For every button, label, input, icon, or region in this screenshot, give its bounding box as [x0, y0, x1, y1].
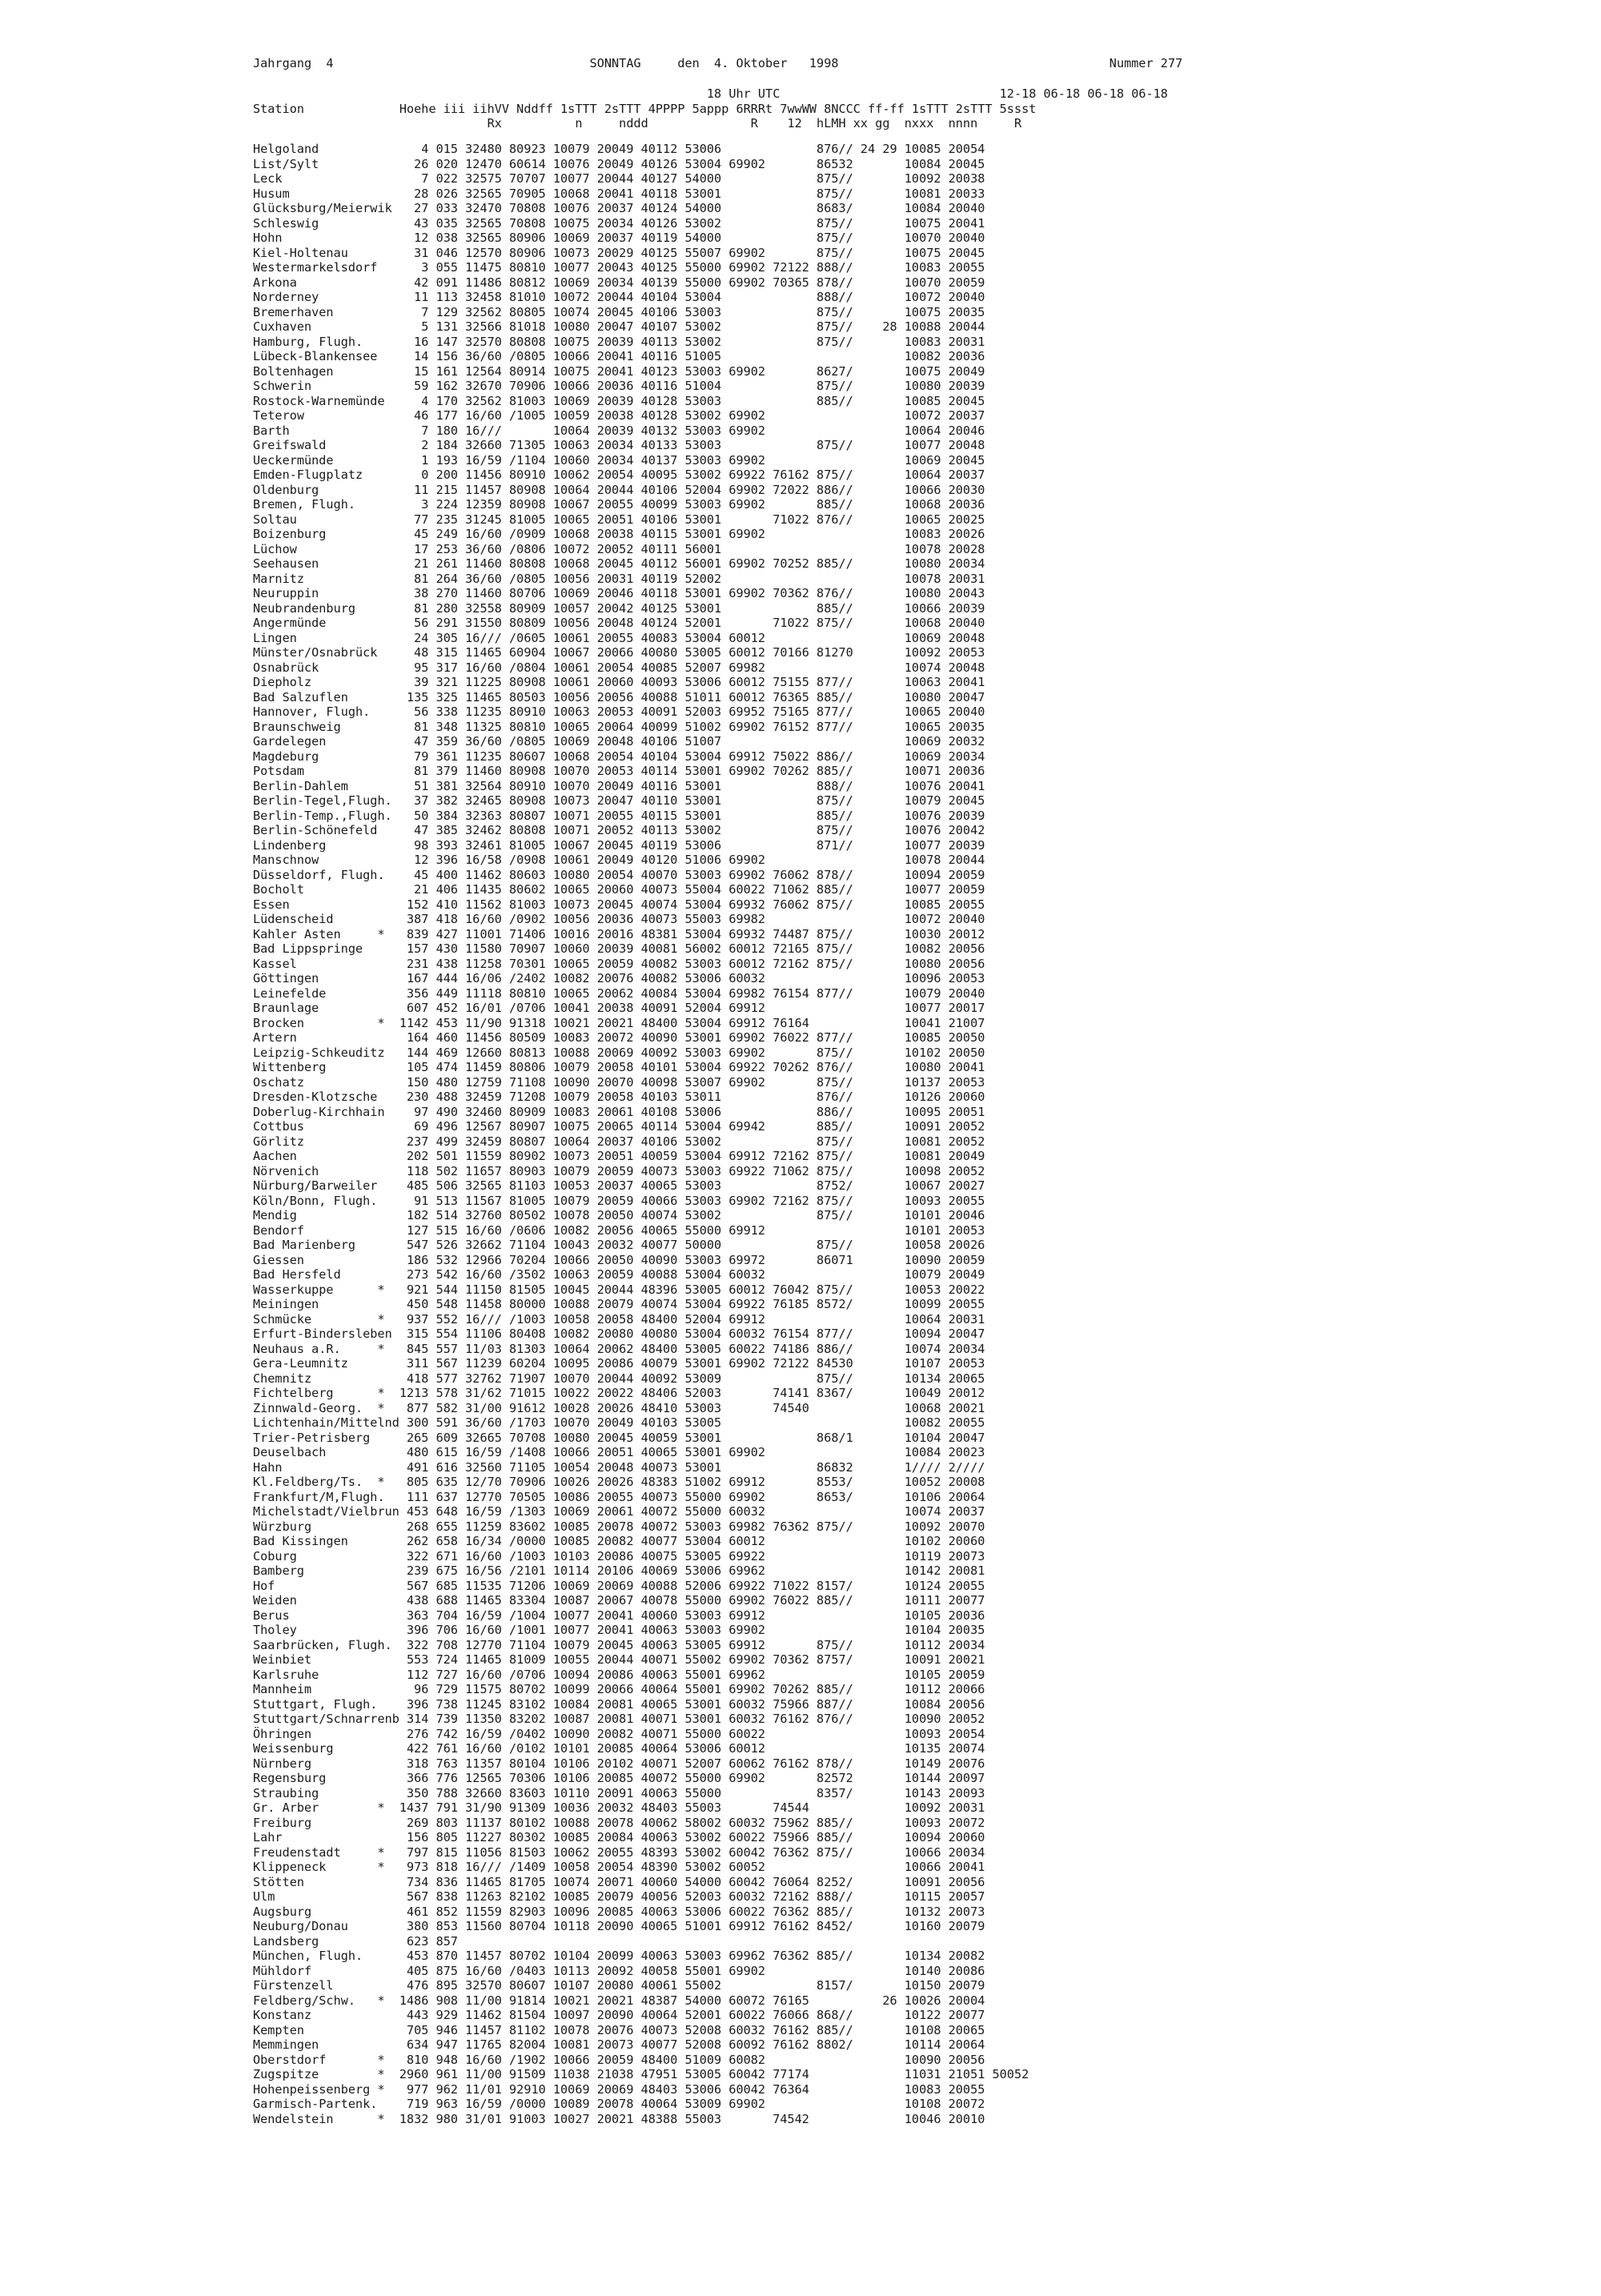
column-header-line: 18 Uhr UTC 12-18 06-18 06-18 06-18: [253, 86, 1168, 101]
station-row: Artern 164 460 11456 80509 10083 20072 40090 53001 69902 76022 877// 10085 20050: [253, 1030, 985, 1045]
station-row: Bad Hersfeld 273 542 16/60 /3502 10063 20059 40088 53004 60032 10079 20049: [253, 1267, 985, 1282]
station-row: Lindenberg 98 393 32461 81005 10067 20045 40119 53006 871// 10077 20039: [253, 837, 985, 853]
station-row: Berlin-Schönefeld 47 385 32462 80808 10071 20052 40113 53002 875// 10076 20042: [253, 823, 985, 837]
column-header-line: Station Hoehe iii iihVV Nddff 1sTTT 2sTTT 4PPPP 5appp 6RRRt 7wwWW 8NCCC ff-ff 1sTTT 2sTTT 5ssst: [253, 101, 1037, 116]
station-row: Augsburg 461 852 11559 82903 10096 20085 40063 53006 60022 76362 885// 10132 20073: [253, 1904, 985, 1919]
station-row: Fürstenzell 476 895 32570 80607 10107 20080 40061 55002 8157/ 10150 20079: [253, 1978, 985, 1993]
station-row: Bad Marienberg 547 526 32662 71104 10043 20032 40077 50000 875// 10058 20026: [253, 1238, 985, 1252]
station-row: Brocken * 1142 453 11/90 91318 10021 20021 48400 53004 69912 76164 10041 21007: [253, 1015, 985, 1030]
station-row: Münster/Osnabrück 48 315 11465 60904 10067 20066 40080 53005 60012 70166 81270 10092 20053: [253, 645, 985, 660]
station-row: Kl.Feldberg/Ts. * 805 635 12/70 70906 10026 20026 48383 51002 69912 8553/ 10052 20008: [253, 1475, 985, 1489]
station-row: Wasserkuppe * 921 544 11150 81505 10045 20044 48396 53005 60012 76042 875// 10053 20022: [253, 1282, 985, 1297]
station-row: Hannover, Flugh. 56 338 11235 80910 10063 20053 40091 52003 69952 75165 877// 10065 20040: [253, 704, 985, 719]
station-row: Mühldorf 405 875 16/60 /0403 10113 20092 40058 55001 69902 10140 20086: [253, 1963, 985, 1978]
station-row: Coburg 322 671 16/60 /1003 10103 20086 40075 53005 69922 10119 20073: [253, 1548, 985, 1563]
report-title-line: Jahrgang 4 SONNTAG den 4. Oktober 1998 Nummer 277: [253, 56, 1183, 70]
station-row: Klippeneck * 973 818 16/// /1409 10058 20054 48390 53002 60052 10066 20041: [253, 1860, 985, 1874]
station-row: Lüchow 17 253 36/60 /0806 10072 20052 40111 56001 10078 20028: [253, 541, 985, 556]
station-row: Bad Lippspringe 157 430 11580 70907 10060 20039 40081 56002 60012 72165 875// 10082 20056: [253, 941, 985, 956]
station-row: Schleswig 43 035 32565 70808 10075 20034 40126 53002 875// 10075 20041: [253, 215, 985, 231]
station-row: Köln/Bonn, Flugh. 91 513 11567 81005 10079 20059 40066 53003 69902 72162 875// 10093 20055: [253, 1193, 985, 1208]
station-row: Regensburg 366 776 12565 70306 10106 20085 40072 55000 69902 82572 10144 20097: [253, 1771, 985, 1785]
station-row: Freiburg 269 803 11137 80102 10088 20078 40062 58002 60032 75962 885// 10093 20072: [253, 1815, 985, 1830]
station-row: Bad Salzuflen 135 325 11465 80503 10056 20056 40088 51011 60012 76365 885// 10080 20047: [253, 689, 985, 704]
station-row: Neuruppin 38 270 11460 80706 10069 20046 40118 53001 69902 70362 876// 10080 20043: [253, 586, 985, 600]
station-row: Oschatz 150 480 12759 71108 10090 20070 40098 53007 69902 875// 10137 20053: [253, 1074, 985, 1090]
station-row: Cottbus 69 496 12567 80907 10075 20065 40114 53004 69942 885// 10091 20052: [253, 1119, 985, 1134]
station-row: Ulm 567 838 11263 82102 10085 20079 40056 52003 60032 72162 888// 10115 20057: [253, 1889, 985, 1904]
station-row: Leipzig-Schkeuditz 144 469 12660 80813 10088 20069 40092 53003 69902 875// 10102 20050: [253, 1045, 985, 1060]
station-row: Seehausen 21 261 11460 80808 10068 20045 40112 56001 69902 70252 885// 10080 20034: [253, 556, 985, 571]
station-row: Potsdam 81 379 11460 80908 10070 20053 40114 53001 69902 70262 885// 10071 20036: [253, 764, 985, 778]
station-row: Trier-Petrisberg 265 609 32665 70708 10080 20045 40059 53001 868/1 10104 20047: [253, 1430, 985, 1445]
station-row: List/Sylt 26 020 12470 60614 10076 20049 40126 53004 69902 86532 10084 20045: [253, 156, 985, 171]
station-row: Neubrandenburg 81 280 32558 80909 10057 20042 40125 53001 885// 10066 20039: [253, 600, 985, 616]
station-row: Berus 363 704 16/59 /1004 10077 20041 40060 53003 69912 10105 20036: [253, 1608, 985, 1623]
column-header-block: [253, 86, 1168, 131]
station-row: Cuxhaven 5 131 32566 81018 10080 20047 40107 53002 875// 28 10088 20044: [253, 319, 985, 334]
station-row: Deuselbach 480 615 16/59 /1408 10066 20051 40065 53001 69902 10084 20023: [253, 1445, 985, 1459]
station-row: Michelstadt/Vielbrun 453 648 16/59 /1303 10069 20061 40072 55000 60032 10074 20037: [253, 1504, 985, 1519]
station-row: Wendelstein * 1832 980 31/01 91003 10027 20021 48388 55003 74542 10046 20010: [253, 2111, 985, 2126]
station-row: Doberlug-Kirchhain 97 490 32460 80909 10083 20061 40108 53006 886// 10095 20051: [253, 1104, 985, 1119]
station-row: Dresden-Klotzsche 230 488 32459 71208 10079 20058 40103 53011 876// 10126 20060: [253, 1090, 985, 1104]
station-row: Braunschweig 81 348 11325 80810 10065 20064 40099 51002 69902 76152 877// 10065 20035: [253, 719, 985, 734]
station-row: Rostock-Warnemünde 4 170 32562 81003 10069 20039 40128 53003 885// 10085 20045: [253, 393, 985, 408]
station-row: Garmisch-Partenk. 719 963 16/59 /0000 10089 20078 40064 53009 69902 10108 20072: [253, 2097, 985, 2111]
station-row: Emden-Flugplatz 0 200 11456 80910 10062 20054 40095 53002 69922 76162 875// 10064 20037: [253, 468, 985, 482]
station-row: Düsseldorf, Flugh. 45 400 11462 80603 10080 20054 40070 53003 69902 76062 878// 10094 20059: [253, 867, 985, 882]
station-row: Straubing 350 788 32660 83603 10110 20091 40063 55000 8357/ 10143 20093: [253, 1785, 985, 1800]
station-row: Kassel 231 438 11258 70301 10065 20059 40082 53003 60012 72162 875// 10080 20056: [253, 956, 985, 971]
station-row: Göttingen 167 444 16/06 /2402 10082 20076 40082 53006 60032 10096 20053: [253, 971, 985, 985]
station-row: Würzburg 268 655 11259 83602 10085 20078 40072 53003 69982 76362 875// 10092 20070: [253, 1519, 985, 1534]
station-row: Boizenburg 45 249 16/60 /0909 10068 20038 40115 53001 69902 10083 20026: [253, 527, 985, 541]
station-row: Barth 7 180 16/// 10064 20039 40132 53003 69902 10064 20046: [253, 423, 985, 438]
station-row: Oberstdorf * 810 948 16/60 /1902 10066 20059 48400 51009 60082 10090 20056: [253, 2052, 985, 2067]
station-row: Diepholz 39 321 11225 80908 10061 20060 40093 53006 60012 75155 877// 10063 20041: [253, 675, 985, 689]
station-row: Zinnwald-Georg. * 877 582 31/00 91612 10028 20026 48410 53003 74540 10068 20021: [253, 1400, 985, 1415]
station-row: Lingen 24 305 16/// /0605 10061 20055 40083 53004 60012 10069 20048: [253, 630, 985, 645]
station-row: Fichtelberg * 1213 578 31/62 71015 10022 20022 48406 52003 74141 8367/ 10049 20012: [253, 1386, 985, 1400]
station-row: Helgoland 4 015 32480 80923 10079 20049 40112 53006 876// 24 29 10085 20054: [253, 142, 985, 156]
station-row: Essen 152 410 11562 81003 10073 20045 40074 53004 69932 76062 875// 10085 20055: [253, 897, 985, 912]
station-row: Berlin-Tegel,Flugh. 37 382 32465 80908 10073 20047 40110 53001 875// 10079 20045: [253, 793, 985, 808]
station-row: Giessen 186 532 12966 70204 10066 20050 40090 53003 69972 86071 10090 20059: [253, 1252, 985, 1267]
station-row: Westermarkelsdorf 3 055 11475 80810 10077 20043 40125 55000 69902 72122 888// 10083 20055: [253, 260, 985, 275]
station-row: Leck 7 022 32575 70707 10077 20044 40127 54000 875// 10092 20038: [253, 171, 985, 186]
station-row: Greifswald 2 184 32660 71305 10063 20034 40133 53003 875// 10077 20048: [253, 438, 985, 452]
station-row: Angermünde 56 291 31550 80809 10056 20048 40124 52001 71022 875// 10068 20040: [253, 616, 985, 630]
station-row: Saarbrücken, Flugh. 322 708 12770 71104 10079 20045 40063 53005 69912 875// 10112 20034: [253, 1637, 985, 1652]
station-row: Nörvenich 118 502 11657 80903 10079 20059 40073 53003 69922 71062 875// 10098 20052: [253, 1163, 985, 1178]
station-row: Hahn 491 616 32560 71105 10054 20048 40073 53001 86832 1//// 2////: [253, 1459, 985, 1475]
station-row: Berlin-Temp.,Flugh. 50 384 32363 80807 10071 20055 40115 53001 885// 10076 20039: [253, 808, 985, 823]
station-row: Weinbiet 553 724 11465 81009 10055 20044 40071 55002 69902 70362 8757/ 10091 20021: [253, 1652, 985, 1667]
station-row: Osnabrück 95 317 16/60 /0804 10061 20054 40085 52007 69982 10074 20048: [253, 660, 985, 675]
station-row: Hof 567 685 11535 71206 10069 20069 40088 52006 69922 71022 8157/ 10124 20055: [253, 1578, 985, 1593]
station-row: Freudenstadt * 797 815 11056 81503 10062 20055 48393 53002 60042 76362 875// 10066 20034: [253, 1844, 985, 1860]
station-row: Mendig 182 514 32760 80502 10078 20050 40074 53002 875// 10101 20046: [253, 1208, 985, 1222]
station-row: Boltenhagen 15 161 12564 80914 10075 20041 40123 53003 69902 8627/ 10075 20049: [253, 363, 985, 379]
station-row: Teterow 46 177 16/60 /1005 10059 20038 40128 53002 69902 10072 20037: [253, 408, 985, 423]
station-row: Kiel-Holtenau 31 046 12570 80906 10073 20029 40125 55007 69902 875// 10075 20045: [253, 245, 985, 260]
station-row: Glücksburg/Meierwik 27 033 32470 70808 10076 20037 40124 54000 8683/ 10084 20040: [253, 201, 985, 215]
station-row: Neuburg/Donau 380 853 11560 80704 10118 20090 40065 51001 69912 76162 8452/ 10160 20079: [253, 1919, 985, 1933]
station-row: Gera-Leumnitz 311 567 11239 60204 10095 20086 40079 53001 69902 72122 84530 10107 20053: [253, 1356, 985, 1371]
station-row: Marnitz 81 264 36/60 /0805 10056 20031 40119 52002 10078 20031: [253, 571, 985, 586]
station-row: Zugspitze * 2960 961 11/00 91509 11038 21038 47951 53005 60042 77174 11031 21051 50052: [253, 2067, 1029, 2081]
station-table: [253, 142, 1029, 2126]
station-row: Oldenburg 11 215 11457 80908 10064 20044 40106 52004 69902 72022 886// 10066 20030: [253, 482, 985, 497]
station-row: Lüdenscheid 387 418 16/60 /0902 10056 20036 40073 55003 69982 10072 20040: [253, 912, 985, 926]
station-row: Öhringen 276 742 16/59 /0402 10090 20082 40071 55000 60022 10093 20054: [253, 1726, 985, 1741]
station-row: Magdeburg 79 361 11235 80607 10068 20054 40104 53004 69912 75022 886// 10069 20034: [253, 749, 985, 764]
column-header-line: Rx n nddd R 12 hLMH xx gg nxxx nnnn R: [253, 116, 1022, 130]
station-row: Meiningen 450 548 11458 80000 10088 20079 40074 53004 69922 76185 8572/ 10099 20055: [253, 1297, 985, 1311]
station-row: Erfurt-Bindersleben 315 554 11106 80408 10082 20080 40080 53004 60032 76154 877// 10094 20047: [253, 1327, 985, 1341]
station-row: Lübeck-Blankensee 14 156 36/60 /0805 10066 20041 40116 51005 10082 20036: [253, 349, 985, 363]
station-row: Gardelegen 47 359 36/60 /0805 10069 20048 40106 51007 10069 20032: [253, 734, 985, 749]
station-row: Mannheim 96 729 11575 80702 10099 20066 40064 55001 69902 70262 885// 10112 20066: [253, 1682, 985, 1696]
station-row: Lahr 156 805 11227 80302 10085 20084 40063 53002 60022 75966 885// 10094 20060: [253, 1830, 985, 1844]
station-row: Leinefelde 356 449 11118 80810 10065 20062 40084 53004 69982 76154 877// 10079 20040: [253, 985, 985, 1001]
station-row: Weiden 438 688 11465 83304 10087 20067 40078 55000 69902 76022 885// 10111 20077: [253, 1593, 985, 1608]
station-row: Landsberg 623 857: [253, 1933, 459, 1949]
station-row: Neuhaus a.R. * 845 557 11/03 81303 10064 20062 48400 53005 60022 74186 886// 10074 20034: [253, 1341, 985, 1356]
station-row: Nürburg/Barweiler 485 506 32565 81103 10053 20037 40065 53003 8752/ 10067 20027: [253, 1178, 985, 1193]
station-row: Feldberg/Schw. * 1486 908 11/00 91814 10021 20021 48387 54000 60072 76165 26 10026 20004: [253, 1993, 985, 2008]
station-row: Konstanz 443 929 11462 81504 10097 20090 40064 52001 60022 76066 868// 10122 20077: [253, 2008, 985, 2022]
station-row: Berlin-Dahlem 51 381 32564 80910 10070 20049 40116 53001 888// 10076 20041: [253, 778, 985, 793]
station-row: Bocholt 21 406 11435 80602 10065 20060 40073 55004 60022 71062 885// 10077 20059: [253, 882, 985, 897]
station-row: Manschnow 12 396 16/58 /0908 10061 20049 40120 51006 69902 10078 20044: [253, 853, 985, 867]
station-row: Bremerhaven 7 129 32562 80805 10074 20045 40106 53003 875// 10075 20035: [253, 304, 985, 319]
station-row: Schwerin 59 162 32670 70906 10066 20036 40116 51004 875// 10080 20039: [253, 379, 985, 393]
station-row: Görlitz 237 499 32459 80807 10064 20037 40106 53002 875// 10081 20052: [253, 1134, 985, 1149]
station-row: Kempten 705 946 11457 81102 10078 20076 40073 52008 60032 76162 885// 10108 20065: [253, 2022, 985, 2037]
station-row: Arkona 42 091 11486 80812 10069 20034 40139 55000 69902 70365 878// 10070 20059: [253, 275, 985, 290]
station-row: Norderney 11 113 32458 81010 10072 20044 40104 53004 888// 10072 20040: [253, 290, 985, 304]
station-row: Ueckermünde 1 193 16/59 /1104 10060 20034 40137 53003 69902 10069 20045: [253, 452, 985, 468]
station-row: Husum 28 026 32565 70905 10068 20041 40118 53001 875// 10081 20033: [253, 186, 985, 201]
station-row: Lichtenhain/Mittelnd 300 591 36/60 /1703 10070 20049 40103 53005 10082 20055: [253, 1415, 985, 1430]
station-row: München, Flugh. 453 870 11457 80702 10104 20099 40063 53003 69962 76362 885// 10134 20082: [253, 1949, 985, 1963]
station-row: Karlsruhe 112 727 16/60 /0706 10094 20086 40063 55001 69962 10105 20059: [253, 1667, 985, 1682]
station-row: Bamberg 239 675 16/56 /2101 10114 20106 40069 53006 69962 10142 20081: [253, 1563, 985, 1578]
station-row: Hohn 12 038 32565 80906 10069 20037 40119 54000 875// 10070 20040: [253, 231, 985, 245]
station-row: Stuttgart/Schnarrenb 314 739 11350 83202 10087 20081 40071 53001 60032 76162 876// 10090 20052: [253, 1712, 985, 1726]
station-row: Wittenberg 105 474 11459 80806 10079 20058 40101 53004 69922 70262 876// 10080 20041: [253, 1060, 985, 1074]
station-row: Tholey 396 706 16/60 /1001 10077 20041 40063 53003 69902 10104 20035: [253, 1623, 985, 1637]
station-row: Schmücke * 937 552 16/// /1003 10058 20058 48400 52004 69912 10064 20031: [253, 1311, 985, 1327]
station-row: Braunlage 607 452 16/01 /0706 10041 20038 40091 52004 69912 10077 20017: [253, 1001, 985, 1015]
station-row: Aachen 202 501 11559 80902 10073 20051 40059 53004 69912 72162 875// 10081 20049: [253, 1149, 985, 1163]
station-row: Nürnberg 318 763 11357 80104 10106 20102 40071 52007 60062 76162 878// 10149 20076: [253, 1756, 985, 1771]
station-row: Memmingen 634 947 11765 82004 10081 20073 40077 52008 60092 76162 8802/ 10114 20064: [253, 2037, 985, 2052]
station-row: Hohenpeissenberg * 977 962 11/01 92910 10069 20069 48403 53006 60042 76364 10083 20055: [253, 2081, 985, 2097]
station-row: Frankfurt/M,Flugh. 111 637 12770 70505 10086 20055 40073 55000 69902 8653/ 10106 20064: [253, 1489, 985, 1504]
station-row: Kahler Asten * 839 427 11001 71406 10016 20016 48381 53004 69932 74487 875// 10030 20012: [253, 926, 985, 941]
station-row: Chemnitz 418 577 32762 71907 10070 20044 40092 53009 875// 10134 20065: [253, 1371, 985, 1386]
station-row: Weissenburg 422 761 16/60 /0102 10101 20085 40064 53006 60012 10135 20074: [253, 1741, 985, 1756]
station-row: Bendorf 127 515 16/60 /0606 10082 20056 40065 55000 69912 10101 20053: [253, 1222, 985, 1238]
station-row: Bad Kissingen 262 658 16/34 /0000 10085 20082 40077 53004 60012 10102 20060: [253, 1534, 985, 1548]
station-row: Stötten 734 836 11465 81705 10074 20071 40060 54000 60042 76064 8252/ 10091 20056: [253, 1874, 985, 1889]
station-row: Bremen, Flugh. 3 224 12359 80908 10067 20055 40099 53003 69902 885// 10068 20036: [253, 497, 985, 512]
station-row: Stuttgart, Flugh. 396 738 11245 83102 10084 20081 40065 53001 60032 75966 887// 10084 20056: [253, 1696, 985, 1712]
station-row: Hamburg, Flugh. 16 147 32570 80808 10075 20039 40113 53002 875// 10083 20031: [253, 334, 985, 349]
station-row: Soltau 77 235 31245 81005 10065 20051 40106 53001 71022 876// 10065 20025: [253, 512, 985, 527]
station-row: Gr. Arber * 1437 791 31/90 91309 10036 20032 48403 55003 74544 10092 20031: [253, 1800, 985, 1815]
